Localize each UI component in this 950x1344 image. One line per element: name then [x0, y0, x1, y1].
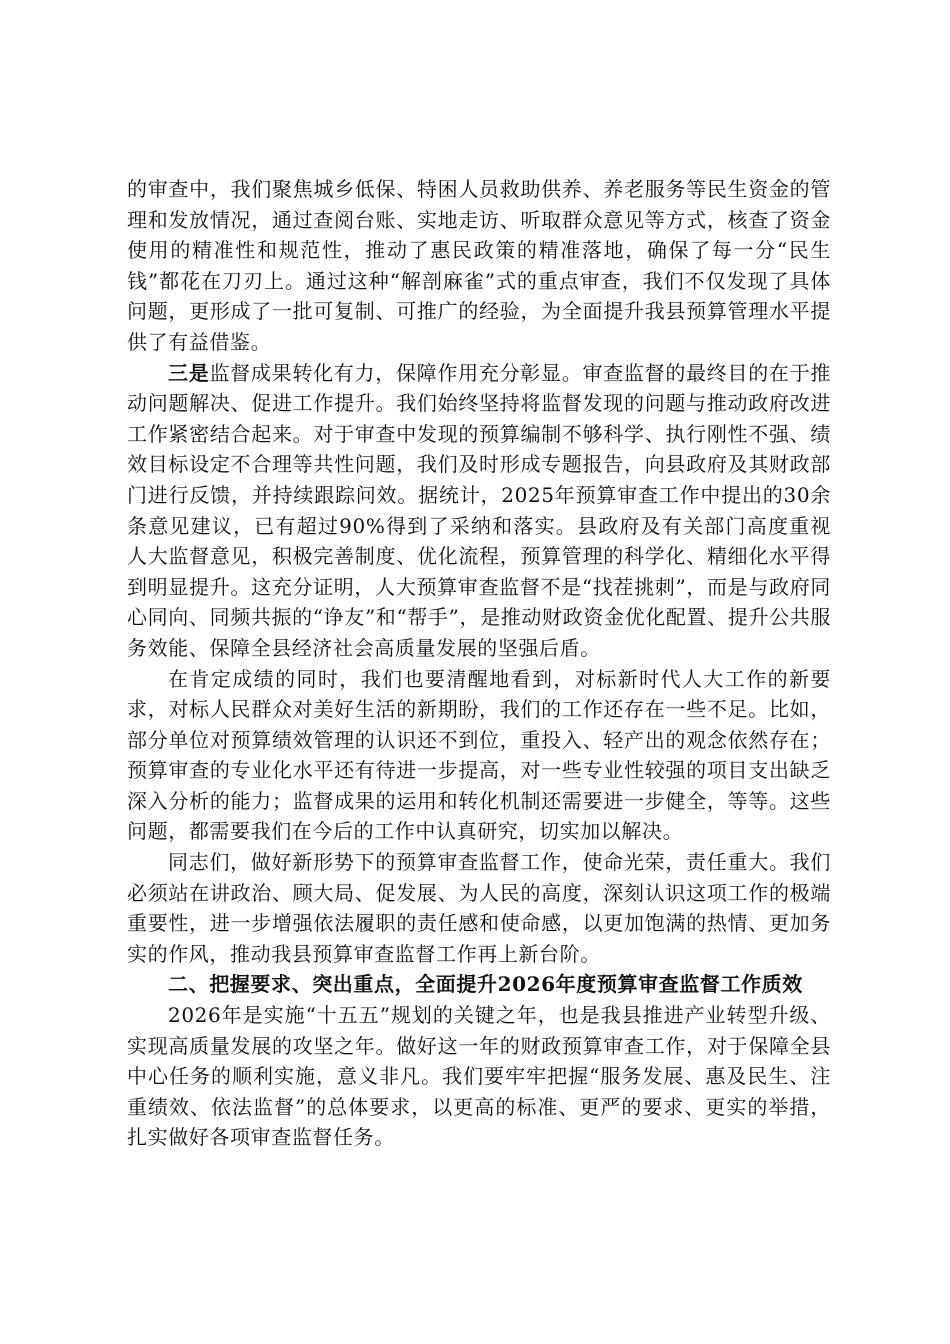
paragraph-4: 同志们，做好新形势下的预算审查监督工作，使命光荣，责任重大。我们必须站在讲政治、顾大局、促发展、为人民的高度，深刻认识这项工作的极端重要性，进一步增强依法履职的责任感和使命感，以更加饱满的热情、更加务实的作风，推动我县预算审查监督工作再上新台阶。 [127, 850, 831, 966]
paragraph-2-lead: 三是 [168, 360, 210, 385]
paragraph-2-body: 监督成果转化有力，保障作用充分彰显。审查监督的最终目的在于推动问题解决、促进工作提升。我们始终坚持将监督发现的问题与推动政府改进工作紧密结合起来。对于审查中发现的预算编制不够科学、执行刚性不强、绩效目标设定不合理等共性问题，我们及时形成专题报告，向县政府及其财政部门进行反馈，并持续跟踪问效。据统计，2025年预算审查工作中提出的30余条意见建议，已有超过90%得到了采纳和落实。县政府及有关部门高度重视人大监督意见，积极完善制度、优化流程，预算管理的科学化、精细化水平得到明显提升。这充分证明，人大预算审查监督不是“找茬挑刺”，而是与政府同心同向、同频共振的“诤友”和“帮手”，是推动财政资金优化配置、提升公共服务效能、保障全县经济社会高质量发展的坚强后盾。 [127, 360, 832, 660]
paragraph-5: 2026年是实施“十五五”规划的关键之年，也是我县推进产业转型升级、实现高质量发展的攻坚之年。做好这一年的财政预算审查工作，对于保障全县中心任务的顺利实施，意义非凡。我们要牢牢把握“服务发展、惠及民生、注重绩效、依法监督”的总体要求，以更高的标准、更严的要求、更实的举措，扎实做好各项审查监督任务。 [127, 1003, 831, 1150]
section-heading: 二、把握要求、突出重点，全面提升2026年度预算审查监督工作质效 [168, 972, 803, 997]
document-page [127, 174, 831, 1153]
paragraph-2 [127, 358, 831, 664]
paragraph-3: 在肯定成绩的同时，我们也要清醒地看到，对标新时代人大工作的新要求，对标人民群众对美好生活的新期盼，我们的工作还存在一些不足。比如，部分单位对预算绩效管理的认识还不到位，重投入、轻产出的观念依然存在；预算审查的专业化水平还有待进一步提高，对一些专业性较强的项目支出缺乏深入分析的能力；监督成果的运用和转化机制还需要进一步健全，等等。这些问题，都需要我们在今后的工作中认真研究，切实加以解决。 [127, 666, 831, 844]
paragraph-1: 的审查中，我们聚焦城乡低保、特困人员救助供养、养老服务等民生资金的管理和发放情况，通过查阅台账、实地走访、听取群众意见等方式，核查了资金使用的精准性和规范性，推动了惠民政策的精准落地，确保了每一分“民生钱”都花在刀刃上。通过这种“解剖麻雀”式的重点审查，我们不仅发现了具体问题，更形成了一批可复制、可推广的经验，为全面提升我县预算管理水平提供了有益借鉴。 [127, 177, 831, 354]
